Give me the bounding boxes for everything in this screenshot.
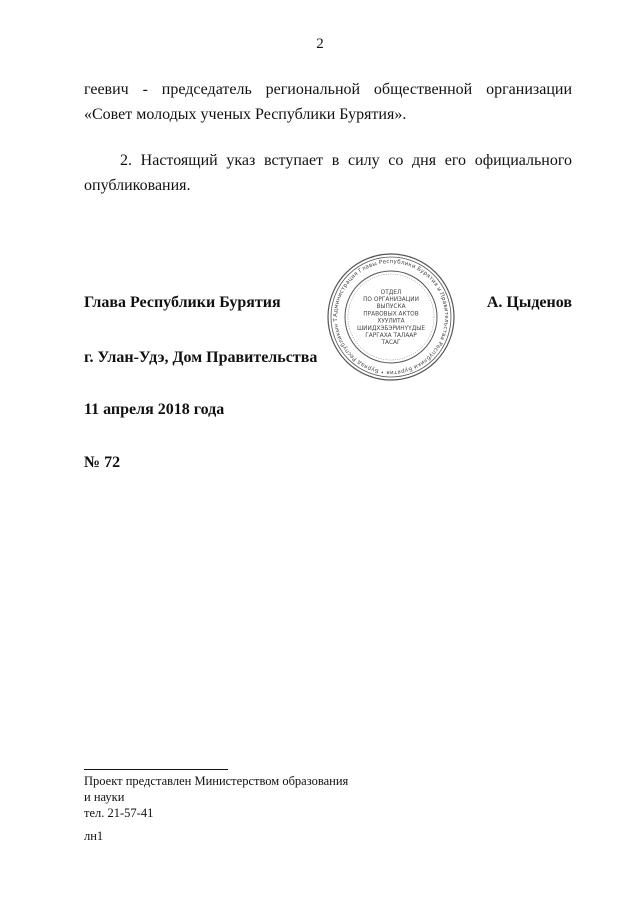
seal-center-line: ОТДЕЛ (380, 289, 402, 296)
footnote-line-2: и науки (84, 790, 125, 804)
footnote-initials: лн1 (84, 829, 104, 843)
seal-graphic (326, 252, 456, 382)
seal-center-line: ГАРГАХА ТАЛААР (365, 333, 417, 339)
page-number: 2 (316, 36, 324, 52)
signatory-title: Глава Республики Бурятия (84, 294, 281, 311)
seal-center-line: ВЫПУСКА (376, 304, 406, 311)
official-seal-stamp (326, 252, 456, 382)
body-paragraph-1: геевич - председатель региональной общественной организации «Совет молодых ученых Республики Бурятия». (84, 81, 572, 123)
seal-center-line: ПРАВОВЫХ АКТОВ (363, 311, 419, 318)
signatory-name: А. Цыденов (486, 294, 572, 311)
seal-ring-text: Администрация Главы Республики Бурятия и Правительства Республики Бурятия • Буряад Республикын Т (332, 258, 450, 376)
footnote-line-1: Проект представлен Министерством образования (84, 774, 349, 788)
signing-date: 11 апреля 2018 года (84, 401, 225, 418)
seal-center-line: ШИИДХЭБЭРИНҮҮДЫЕ (356, 325, 426, 332)
seal-center-line: ТАСАГ (381, 340, 401, 347)
footnote (84, 773, 348, 821)
body-paragraph-2: 2. Настоящий указ вступает в силу со дня его официального опубликования. (84, 152, 572, 194)
seal-center-line: ХУУЛИТА (377, 318, 405, 325)
signing-place: г. Улан-Удэ, Дом Правительства (84, 349, 318, 366)
footnote-line-3: тел. 21-57-41 (84, 806, 154, 820)
seal-center-line: ПО ОРГАНИЗАЦИИ (363, 297, 419, 303)
footnote-divider (84, 769, 228, 770)
decree-number: № 72 (84, 454, 121, 471)
